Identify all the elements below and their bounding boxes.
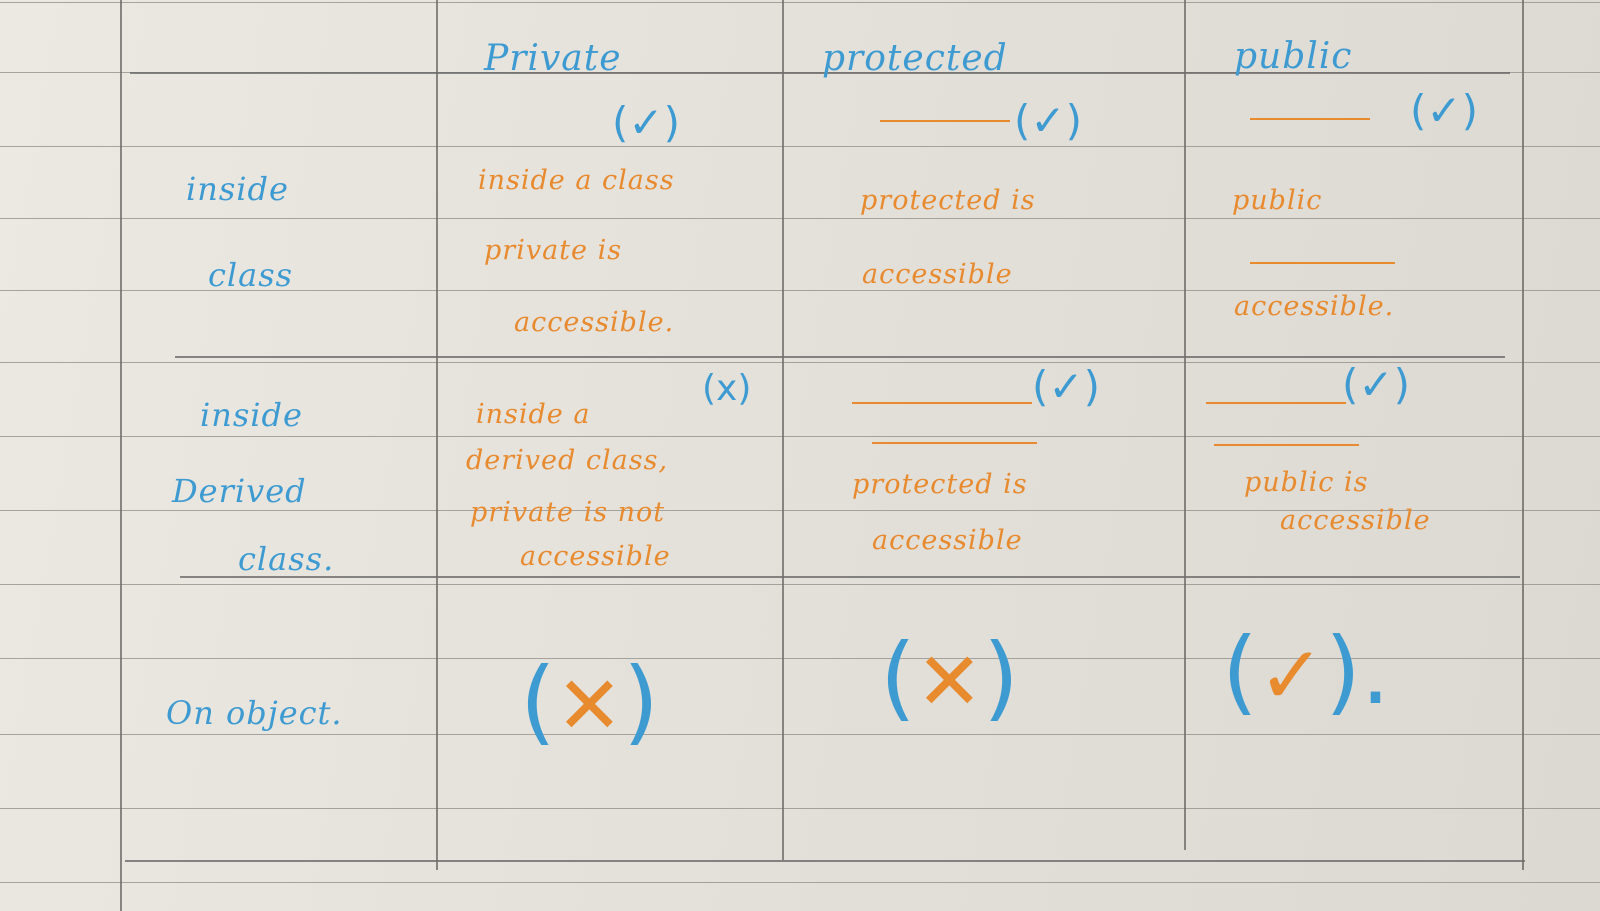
row-label-on-object: On object. [166, 694, 343, 732]
pen-dash [1250, 118, 1370, 120]
column-line [1522, 0, 1524, 870]
row-label-derived-line1: inside [200, 396, 303, 434]
ruled-line [0, 436, 1600, 437]
check-mark-icon: (✓) [1014, 96, 1082, 145]
paren-open: ( [1222, 618, 1258, 725]
header-protected: protected [822, 38, 1008, 79]
column-line [436, 0, 438, 870]
column-line [1184, 0, 1186, 850]
paren-open: ( [520, 648, 556, 755]
cross-symbol: ✕ [915, 635, 983, 728]
cross-mark-icon [520, 648, 659, 755]
cross-mark-icon [880, 624, 1019, 731]
check-mark-icon: (✓) [612, 98, 680, 147]
check-mark-icon: (✓) [1342, 360, 1410, 409]
check-mark-icon [1222, 618, 1390, 725]
cell-protected-derived-line2: accessible [872, 525, 1023, 556]
paren-close: ) [982, 624, 1019, 731]
check-symbol: ✓ [1257, 629, 1325, 722]
table-row-line [175, 356, 1505, 358]
ruled-line [0, 218, 1600, 219]
pen-dash [1206, 402, 1346, 404]
cell-private-inside-line1: inside a class [478, 165, 675, 196]
pen-dash [852, 402, 1032, 404]
column-line [120, 0, 122, 911]
ruled-line [0, 734, 1600, 735]
table-row-line [180, 576, 1520, 578]
cell-private-derived-line3: private is not [470, 497, 666, 528]
row-label-inside-class-line2: class [208, 256, 294, 294]
ruled-line [0, 882, 1600, 883]
cell-private-inside-line2: private is [484, 235, 623, 266]
paren-close: ) [622, 648, 659, 755]
cell-public-derived-line2: accessible [1280, 505, 1431, 536]
cross-mark-icon: (x) [702, 368, 752, 409]
ruled-line [0, 584, 1600, 585]
cell-public-derived-line1: public is [1244, 467, 1369, 498]
header-public: public [1234, 36, 1353, 77]
ruled-line [0, 2, 1600, 3]
pen-dash [1214, 444, 1359, 446]
paren-open: ( [880, 624, 916, 731]
pen-dash [872, 442, 1037, 444]
paren-close: ). [1324, 618, 1391, 725]
cell-public-inside-line1: public [1232, 185, 1323, 216]
cell-protected-inside-line1: protected is [860, 185, 1036, 216]
row-label-derived-line2: Derived [172, 472, 307, 510]
cell-private-derived-line4: accessible [520, 541, 671, 572]
check-mark-icon: (✓) [1410, 86, 1478, 135]
cell-private-derived-line2: derived class, [466, 445, 669, 476]
ruled-line [0, 146, 1600, 147]
check-mark-icon: (✓) [1032, 362, 1100, 411]
ruled-line [0, 808, 1600, 809]
row-label-derived-line3: class. [238, 540, 335, 578]
cell-private-inside-line3: accessible. [514, 307, 675, 338]
cell-protected-derived-line1: protected is [852, 469, 1028, 500]
cell-public-inside-line2: accessible. [1234, 291, 1395, 322]
pen-dash [1250, 262, 1395, 264]
row-label-inside-class-line1: inside [186, 170, 289, 208]
cell-protected-inside-line2: accessible [862, 259, 1013, 290]
cross-symbol: ✕ [555, 659, 623, 752]
table-bottom-line [125, 860, 1525, 862]
cell-private-derived-line1: inside a [476, 399, 591, 430]
column-line [782, 0, 784, 860]
header-private: Private [484, 38, 622, 79]
pen-dash [880, 120, 1010, 122]
